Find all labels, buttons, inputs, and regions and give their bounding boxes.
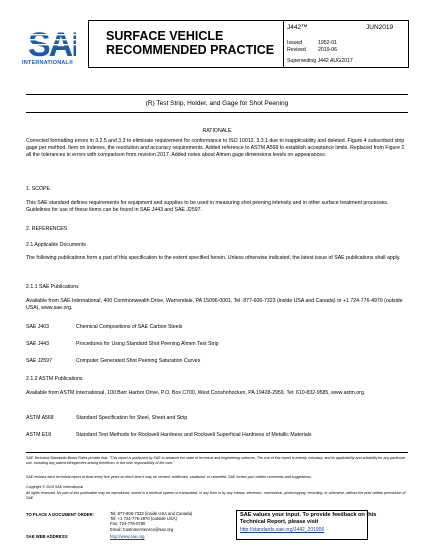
scope-text: This SAE standard defines requirements for equipment and supplies to be used in measuring shot peening intensity and in other surface treatment processes. Guidelines for use of these items can be found in SAE J443 and SAE J2597. <box>26 200 389 213</box>
revised-label: Revised <box>287 47 306 53</box>
feedback-line2: Technical Report, please visit <box>240 519 319 525</box>
doc-type-line2: RECOMMENDED PRACTICE <box>106 43 275 57</box>
applicable-docs-heading: 2.1 Applicable Documents <box>26 242 86 248</box>
doc-title: (R) Test Strip, Holder, and Gage for Shot Peening <box>145 100 289 107</box>
revised-value: 2019-06 <box>318 47 338 53</box>
feedback-link[interactable]: http://standards.sae.org/J442_201906 <box>240 527 325 533</box>
sae-web-link[interactable]: http://www.sae.org <box>110 534 145 539</box>
tel-outside: Tel: +1 724-776-4970 (outside USA) <box>110 516 177 522</box>
doc-type-line1: SURFACE VEHICLE <box>106 29 224 43</box>
sae-pubs-text: Available from SAE International, 400 Commonwealth Drive, Warrendale, PA 15096-0001, Tel: 877-606-7323 (inside USA and Canada) or +1 724-776-4970 (outside USA), www.sae.org. <box>26 298 403 311</box>
doc-number: J442™ <box>287 24 308 31</box>
logo-text: INTERNATIONAL® <box>22 60 74 66</box>
applicable-docs-text: The following publications form a part of this specification to the extent specified herein. Unless otherwise indicated, the latest issue of SAE publications shall apply. <box>26 255 401 261</box>
ref-title: Standard Specification for Steel, Sheet and Strip <box>76 415 188 421</box>
email: Email: CustomerService@sae.org <box>110 526 174 532</box>
order-label: TO PLACE A DOCUMENT ORDER: <box>26 512 95 517</box>
scope-heading: 1. SCOPE <box>26 186 50 192</box>
ref-title: Computer Generated Shot Peening Saturation Curves <box>76 358 201 364</box>
sae-pubs-heading: 2.1.1 SAE Publications <box>26 284 79 290</box>
footer-review: SAE reviews each technical report at least every five years at which time it may be revised, reaffirmed, stabilized, or cancelled. SAE invites your written comments and suggestions. <box>26 475 312 479</box>
references-heading: 2. REFERENCES <box>26 226 68 232</box>
divider-top <box>26 94 408 95</box>
order-contacts <box>110 511 192 532</box>
footer-rules: SAE Technical Standards Board Rules provide that: "This report is published by SAE to advance the state of technical and engineering sciences. The use of this report is entirely voluntary, and its applicability and suitability for any particular use, including any patent infringement arising therefrom, is the sole responsibility of the user." <box>26 456 406 465</box>
web-label: SAE WEB ADDRESS: <box>26 534 69 539</box>
rationale-heading: RATIONALE <box>202 128 232 134</box>
astm-heading: 2.1.2 ASTM Publications <box>26 376 83 382</box>
rationale-text: Corrected formatting errors in 3.2.5 and 3.3 to eliminate requirement for conformance to ISO 10012. 3.3.1 due to inapplicability and deleted. Figure 4 subscribed strip gage per method. Item on indexes, the resolution and accuracy requirements. Added reference to ASTM A568 to establish acceptance limits. Replaced from Figure 2 all the tolerances in errors with comparison from revision 2017. Added notes about Almen gage dimensions levels on appearances. <box>26 138 405 158</box>
astm-text: Available from ASTM International, 100 Barr Harbor Drive, P.O. Box C700, West Conshohocken, PA 19428-2959, Tel: 610-832-9585, www.astm.org. <box>26 390 366 396</box>
footer-rights: All rights reserved. No part of this publication may be reproduced, stored in a retrieval system or transmitted, in any form or by any means, electronic, mechanical, photocopying, recording, or otherwise, without the prior written permission of SAE. <box>26 491 406 500</box>
doc-date: JUN2019 <box>366 24 394 31</box>
feedback-line1: SAE values your input. To provide feedback on this <box>240 512 377 518</box>
divider-bottom <box>26 112 408 113</box>
ref-code: SAE J403 <box>26 324 50 330</box>
ref-code: ASTM E18 <box>26 432 52 438</box>
ref-code: ASTM A568 <box>26 415 54 421</box>
feedback-text <box>240 512 376 526</box>
footer-copyright: Copyright © 2019 SAE International <box>26 485 83 489</box>
ref-code: SAE J2597 <box>26 358 52 364</box>
issued-label: Issued <box>287 40 303 46</box>
ref-title: Standard Test Methods for Rockwell Hardness and Rockwell Superficial Hardness of Metallic Materials <box>76 432 312 438</box>
ref-code: SAE J443 <box>26 341 50 347</box>
issued-value: 1952-01 <box>318 40 338 46</box>
fax: Fax: 724-776-0790 <box>110 521 146 527</box>
tel-inside: Tel: 877-606-7323 (inside USA and Canada) <box>110 511 193 516</box>
superseding: Superseding J442 AUG2017 <box>287 58 353 64</box>
ref-title: Procedures for Using Standard Shot Peening Almen Test Strip <box>76 341 219 347</box>
ref-title: Chemical Compositions of SAE Carbon Steels <box>76 324 183 330</box>
footer-divider <box>26 452 408 453</box>
